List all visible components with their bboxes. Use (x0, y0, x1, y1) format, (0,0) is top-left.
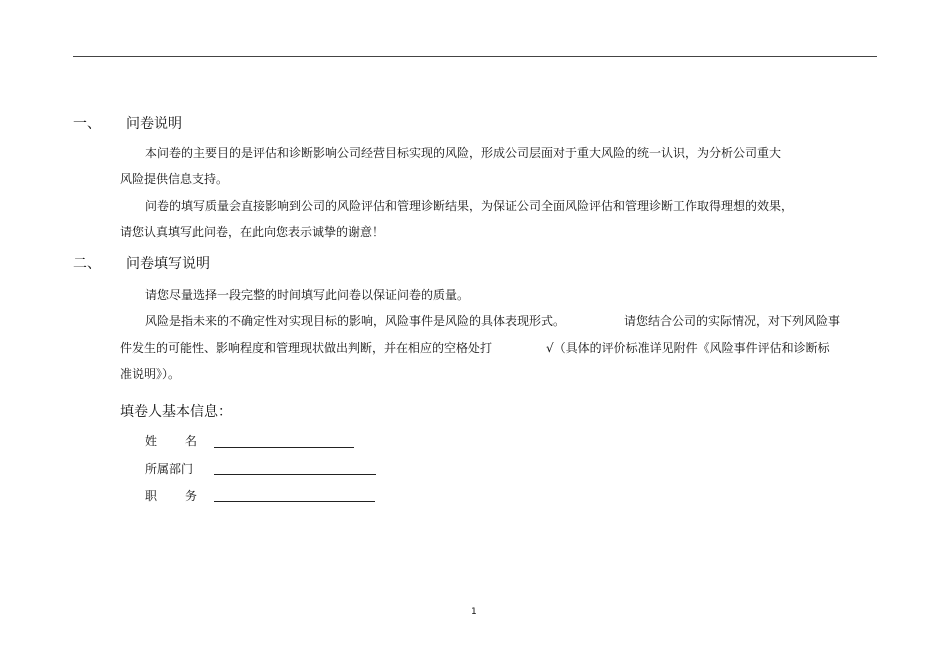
section-1-number: 一、 (73, 116, 101, 132)
position-field-label (145, 488, 198, 504)
position-field-line[interactable] (214, 501, 375, 502)
name-label-char-1: 姓 (145, 434, 158, 448)
section-2-para-2-line-2-b: √（具体的评价标准详见附件《风险事件评估和诊断标 (546, 341, 830, 355)
section-1-para-2-line-2: 请您认真填写此问卷，在此向您表示诚挚的谢意！ (120, 225, 385, 239)
section-1-title: 问卷说明 (126, 116, 182, 132)
department-field-line[interactable] (214, 474, 376, 475)
section-1-para-1-line-2: 风险提供信息支持。 (120, 172, 229, 186)
section-1-para-1-line-1: 本问卷的主要目的是评估和诊断影响公司经营目标实现的风险，形成公司层面对于重大风险的统一认识，为分析公司重大 (145, 146, 782, 160)
section-2-title: 问卷填写说明 (126, 256, 210, 272)
position-label-char-2: 务 (185, 489, 198, 503)
name-field-line[interactable] (214, 447, 354, 448)
section-2-para-2-line-2-a: 件发生的可能性、影响程度和管理现状做出判断，并在相应的空格处打 (120, 341, 493, 355)
section-2-para-1-line-1: 请您尽量选择一段完整的时间填写此问卷以保证问卷的质量。 (145, 288, 470, 302)
section-2-number: 二、 (73, 256, 101, 272)
respondent-info-title: 填卷人基本信息： (120, 404, 232, 420)
section-2-para-2-line-1-a: 风险是指未来的不确定性对实现目标的影响，风险事件是风险的具体表现形式。 (145, 314, 566, 328)
section-2-para-2-line-3: 准说明》）。 (120, 367, 181, 381)
position-label-char-1: 职 (145, 489, 158, 503)
section-1-para-2-line-1: 问卷的填写质量会直接影响到公司的风险评估和管理诊断结果，为保证公司全面风险评估和管理诊断工作取得理想的效果， (145, 199, 794, 213)
name-label-char-2: 名 (185, 434, 198, 448)
header-rule (73, 56, 877, 57)
name-field-label (145, 433, 198, 449)
section-2-para-2-line-1-b: 请您结合公司的实际情况，对下列风险事 (624, 314, 841, 328)
department-field-label: 所属部门 (145, 462, 194, 476)
page-number: 1 (471, 607, 477, 617)
